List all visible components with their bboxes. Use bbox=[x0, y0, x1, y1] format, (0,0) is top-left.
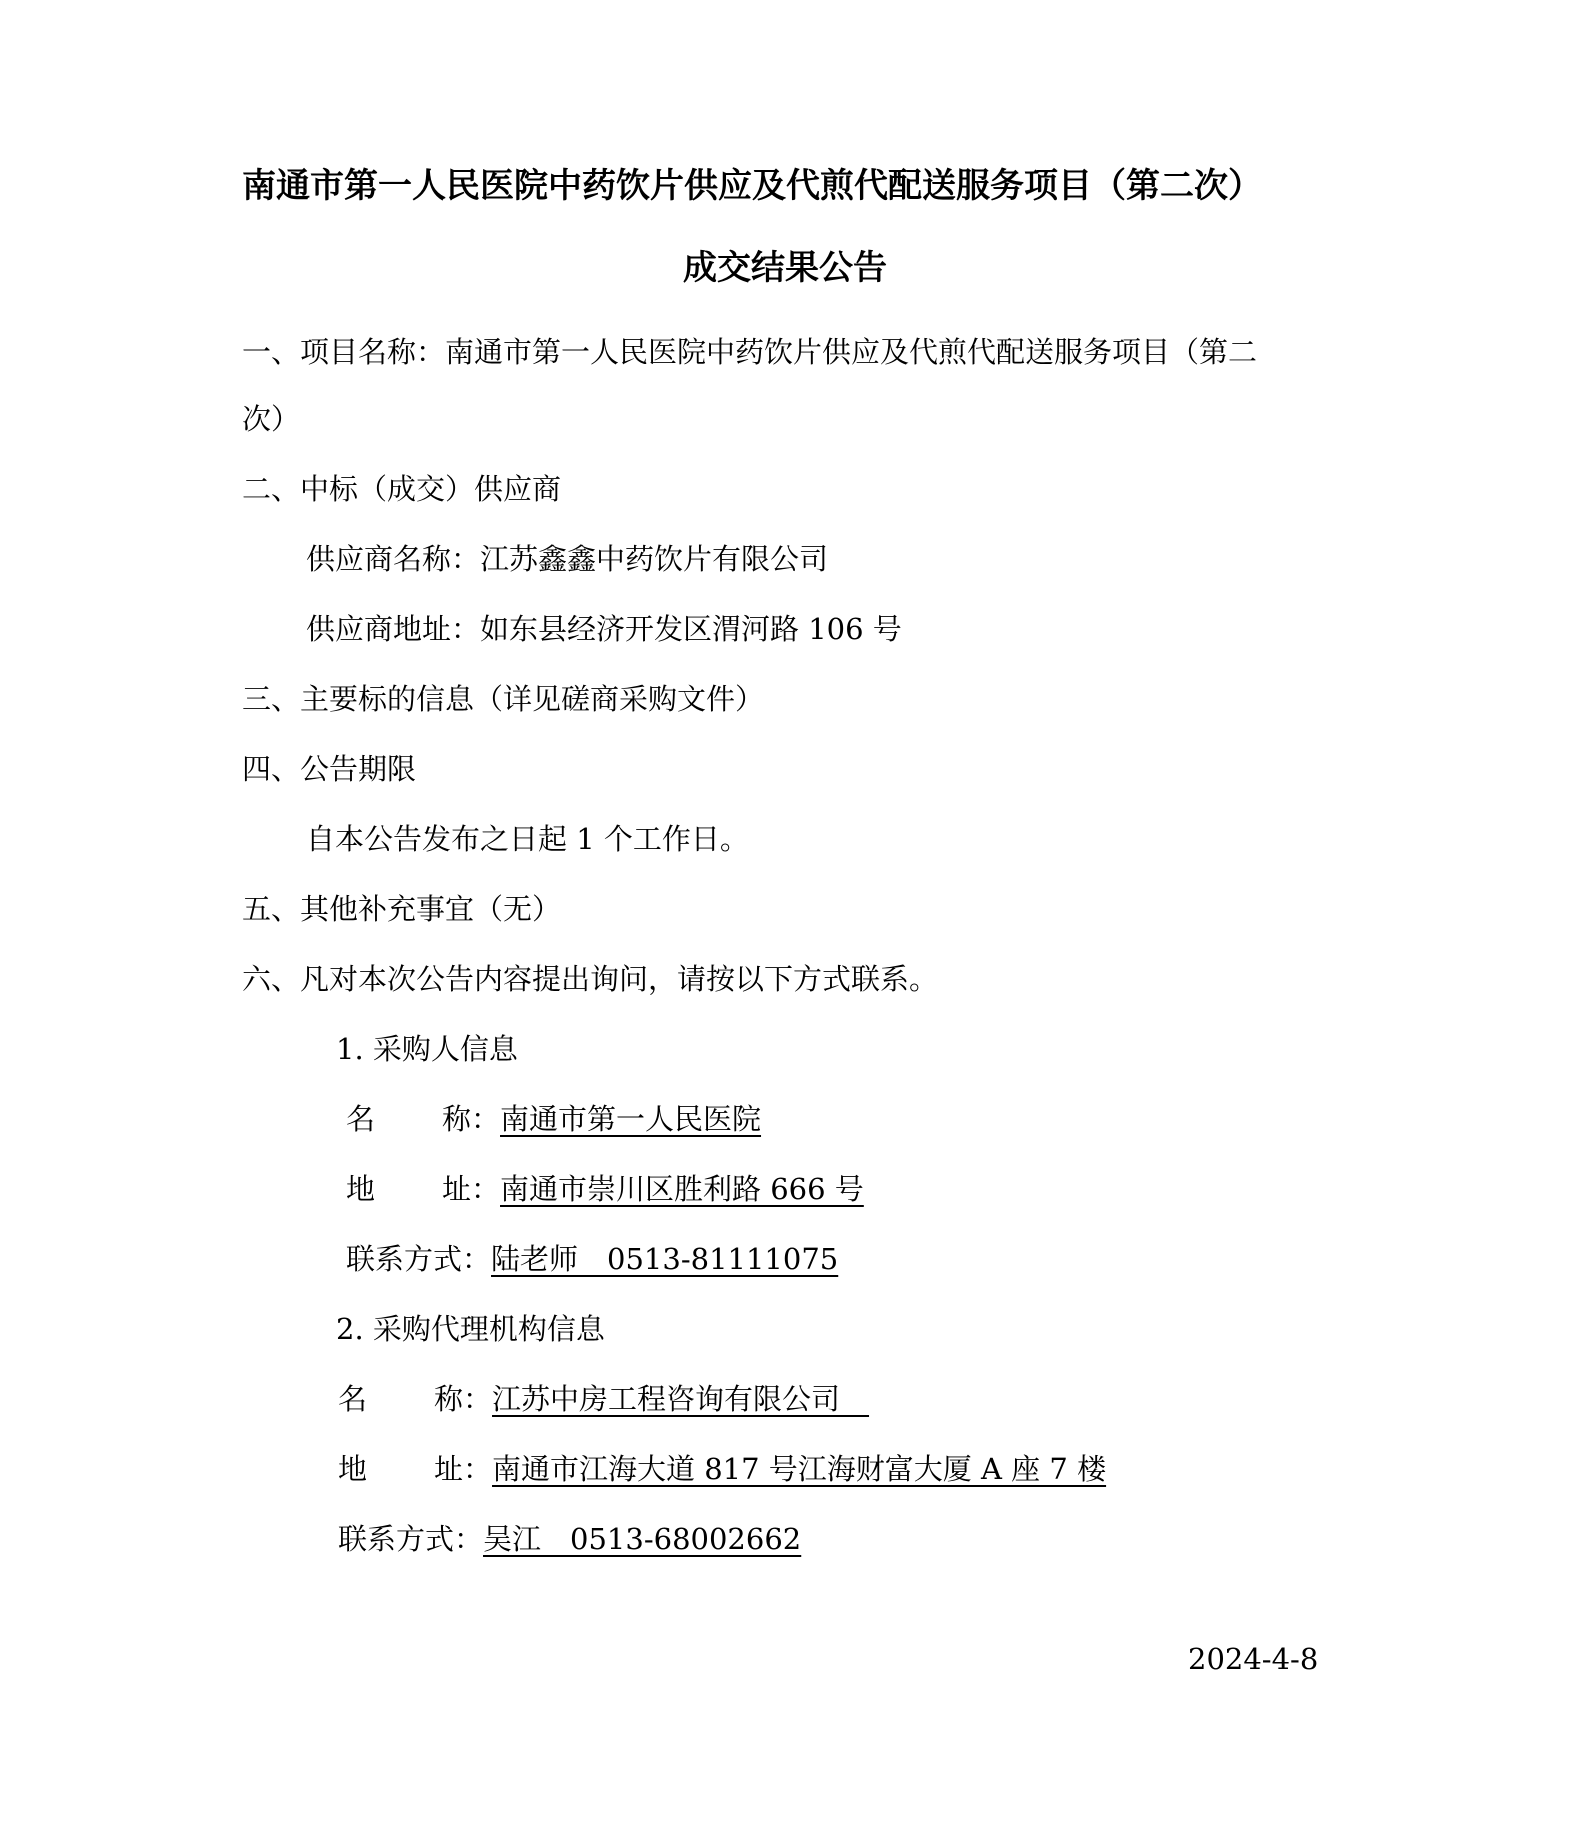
supplier-name-row bbox=[306, 537, 828, 578]
supplier-address: 如东县经济开发区渭河路 106 号 bbox=[480, 612, 902, 646]
agency-contact: 吴江 0513-68002662 bbox=[483, 1522, 802, 1556]
purchaser-address: 南通市崇川区胜利路 666 号 bbox=[500, 1172, 864, 1206]
supplier-name-label: 供应商名称： bbox=[306, 542, 481, 576]
purchaser-contact-row bbox=[346, 1237, 838, 1278]
agency-name-row bbox=[338, 1377, 869, 1418]
agency-address: 南通市江海大道 817 号江海财富大厦 A 座 7 楼 bbox=[492, 1452, 1107, 1486]
page-title-line2: 成交结果公告 bbox=[683, 248, 887, 288]
purchaser-address-row bbox=[346, 1167, 864, 1208]
agency-name-label-a: 名 bbox=[338, 1382, 368, 1416]
project-name-value-cont: 次） bbox=[242, 402, 301, 436]
section-6-heading: 六、凡对本次公告内容提出询问，请按以下方式联系。 bbox=[242, 962, 939, 996]
agency-name-label-b: 称： bbox=[434, 1382, 493, 1416]
agency-contact-row bbox=[338, 1517, 801, 1558]
agency-address-row bbox=[338, 1447, 1106, 1488]
purchaser-name-row bbox=[346, 1097, 761, 1138]
section-1-prefix: 一、项目名称： bbox=[242, 335, 446, 369]
agency-address-label-a: 地 bbox=[338, 1452, 368, 1486]
notice-period-text: 自本公告发布之日起 1 个工作日。 bbox=[306, 822, 749, 856]
supplier-address-label: 供应商地址： bbox=[306, 612, 481, 646]
purchaser-name-label-a: 名 bbox=[346, 1102, 376, 1136]
section-2-heading: 二、中标（成交）供应商 bbox=[242, 472, 562, 506]
supplier-name: 江苏鑫鑫中药饮片有限公司 bbox=[480, 542, 829, 576]
agency-heading: 2. 采购代理机构信息 bbox=[336, 1312, 605, 1346]
purchaser-heading: 1. 采购人信息 bbox=[336, 1032, 518, 1066]
purchaser-address-label-b: 址： bbox=[442, 1172, 501, 1206]
agency-contact-label: 联系方式： bbox=[338, 1522, 484, 1556]
purchaser-contact-label: 联系方式： bbox=[346, 1242, 492, 1276]
purchaser-address-label-a: 地 bbox=[346, 1172, 376, 1206]
section-1-project-name bbox=[242, 330, 1257, 371]
purchaser-name-label-b: 称： bbox=[442, 1102, 501, 1136]
purchaser-name: 南通市第一人民医院 bbox=[500, 1102, 762, 1136]
project-name-value: 南通市第一人民医院中药饮片供应及代煎代配送服务项目（第二 bbox=[445, 335, 1258, 369]
page-title-line1: 南通市第一人民医院中药饮片供应及代煎代配送服务项目（第二次） bbox=[242, 166, 1262, 206]
purchaser-contact: 陆老师 0513-81111075 bbox=[491, 1242, 839, 1276]
section-4-heading: 四、公告期限 bbox=[242, 752, 417, 786]
announcement-date: 2024-4-8 bbox=[1188, 1642, 1319, 1676]
section-3-heading: 三、主要标的信息（详见磋商采购文件） bbox=[242, 682, 765, 716]
section-5-heading: 五、其他补充事宜（无） bbox=[242, 892, 562, 926]
agency-address-label-b: 址： bbox=[434, 1452, 493, 1486]
supplier-address-row bbox=[306, 607, 902, 648]
agency-name: 江苏中房工程咨询有限公司 bbox=[492, 1382, 870, 1416]
